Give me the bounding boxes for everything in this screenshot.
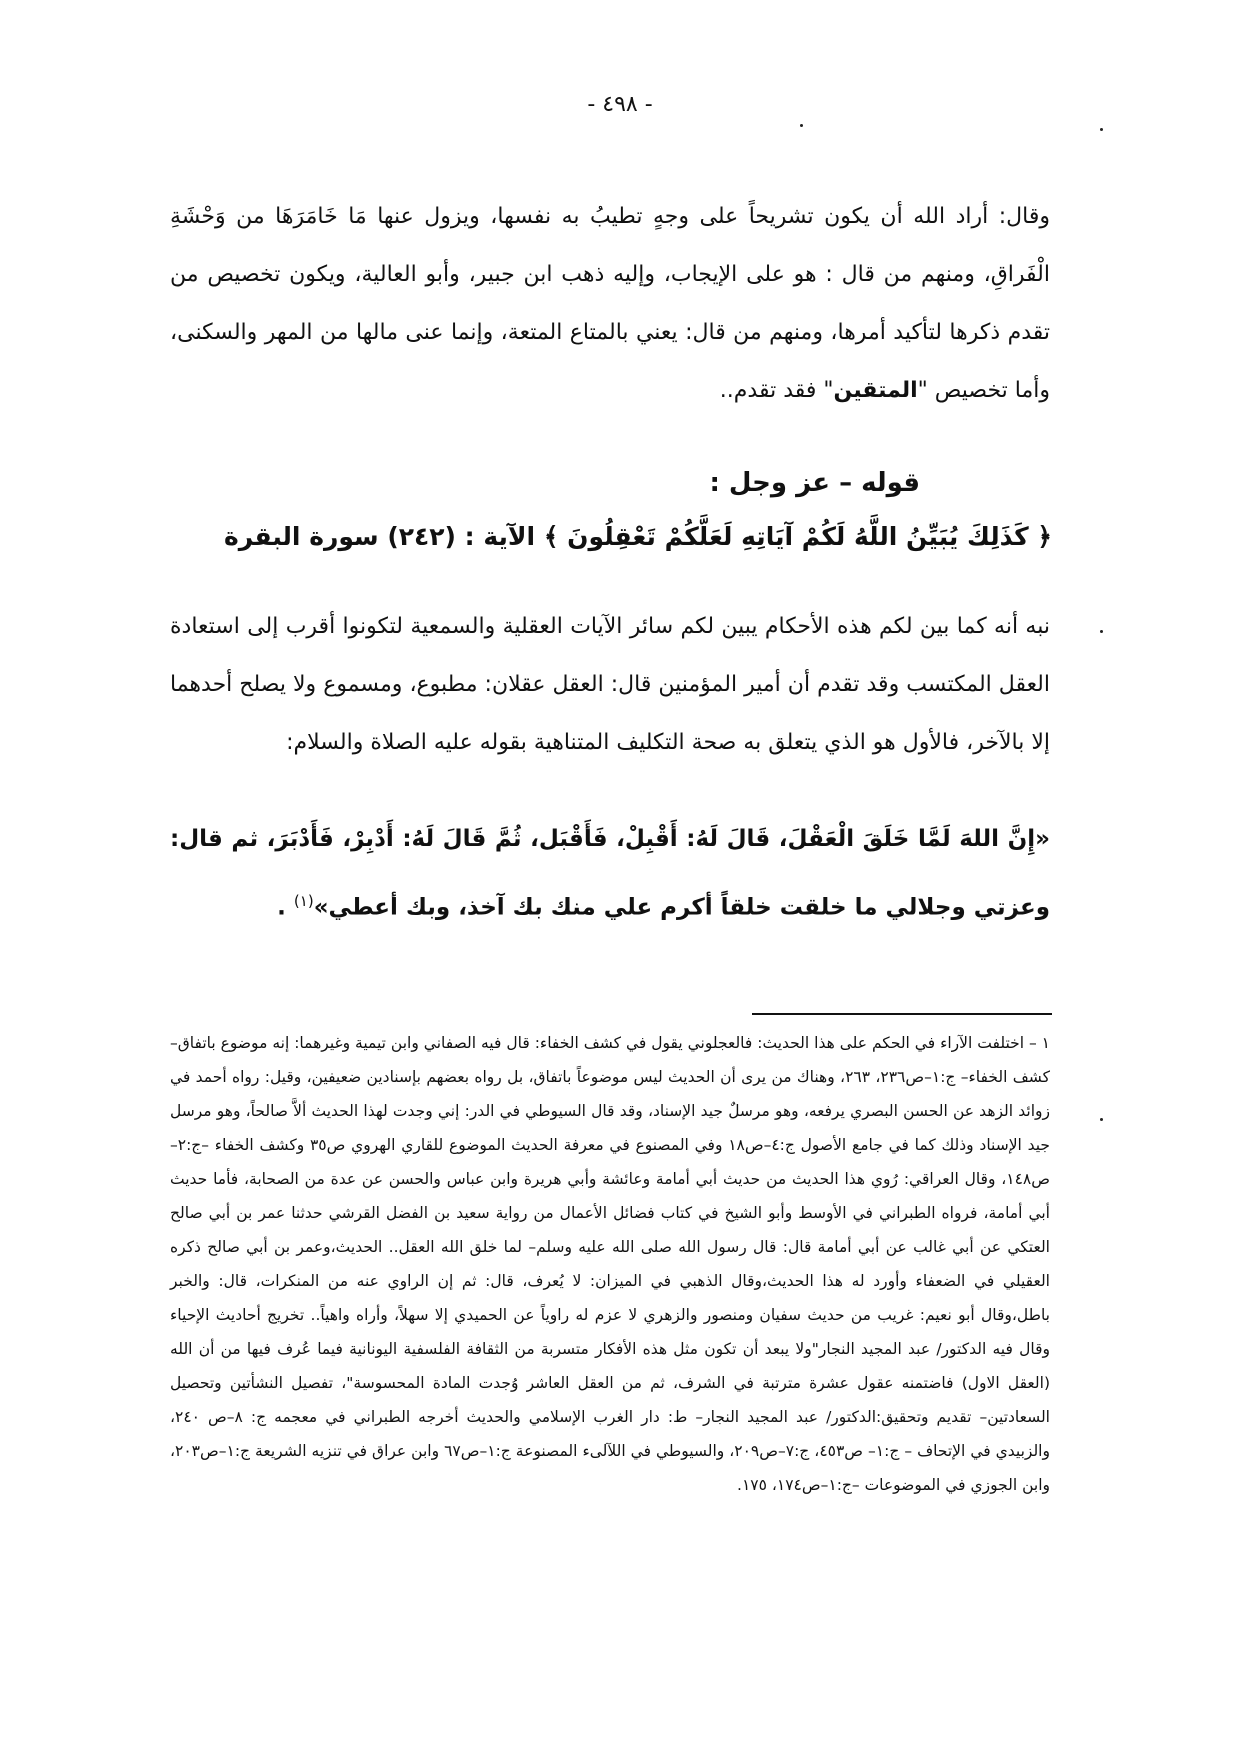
scan-speck xyxy=(800,124,803,127)
paragraph-outro: " فقد تقدم.. xyxy=(719,378,834,403)
commentary-paragraph xyxy=(170,188,1050,420)
footnote-divider xyxy=(752,1013,1052,1015)
emphasized-word: المتقين xyxy=(833,378,918,403)
scan-speck xyxy=(1100,128,1103,131)
paragraph-intro: وقال: أراد الله أن يكون تشريحاً على وجهٍ تطيبُ به نفسها، ويزول عنها مَا خَامَرَهَا من وَحْشَةِ الْفَراقِ، ومنهم من قال : هو على الإيجاب، وإليه ذهب ابن جبير، وأبو العالية، ويكون تخصيص من تقدم ذكرها لتأكيد أمرها، ومنهم من قال: يعني بالمتاع المتعة، وإنما عنى مالها من المهر والسكنى، وأما تخصيص " xyxy=(170,204,1050,403)
footnote-reference: (١) xyxy=(293,892,314,910)
footnote-text: ١ – اختلفت الآراء في الحكم على هذا الحديث: فالعجلوني يقول في كشف الخفاء: قال فيه الصفاني وابن تيمية وغيرهما: إنه موضوع باتفاق– كشف الخفاء– ج:١–ص٢٣٦، ٢٦٣، وهناك من يرى أن الحديث ليس موضوعاً باتفاق، بل رواه بعضهم بإسنادين ضعيفين، وقيل: رواه أحمد في زوائد الزهد عن الحسن البصري يرفعه، وهو مرسلٌ جيد الإسناد، وقد قال السيوطي في الدر: إني وجدت لهذا الحديث ألاَّ صالحاً، وهو مرسل جيد الإسناد وذلك كما في جامع الأصول ج:٤–ص١٨ وفي المصنوع في معرفة الحديث الموضوع للقاري الهروي ص٣٥ وكشف الخفاء –ج:٢–ص١٤٨، وقال العراقي: رُوي هذا الحديث من حديث أبي أمامة وعائشة وأبي هريرة وابن عباس والحسن عن عدة من الصحابة، فأما حديث أبي أمامة، فرواه الطبراني في الأوسط وأبو الشيخ في كتاب فضائل الأعمال من رواية سعيد بن الفضل القرشي حدثنا عمر بن أبي صالح العتكي عن أبي غالب عن أبي أمامة قال: قال رسول الله صلى الله عليه وسلم– لما خلق الله العقل.. الحديث،وعمر بن أبي صالح ذكره العقيلي في الضعفاء وأورد له هذا الحديث،وقال الذهبي في الميزان: لا يُعرف، قال: ثم إن الراوي عنه من المنكرات، قال: والخبر باطل،وقال أبو نعيم: غريب من حديث سفيان ومنصور والزهري لا عزم له راوياً عن الحميدي إلا سهلاً، وأراه واهياً.. تخريج أحاديث الإحياء وقال فيه الدكتور/ عبد المجيد النجار"ولا يبعد أن تكون مثل هذه الأفكار متسربة من الثقافة الفلسفية اليونانية فيما عُرف فيها من أن الله (العقل الاول) فاضتمنه عقول عشرة مترتبة في الشرف، ثم من العقل العاشر وُجدت المادة المحسوسة"، تفصيل النشأتين وتحصيل السعادتين– تقديم وتحقيق:الدكتور/ عبد المجيد النجار– ط: دار الغرب الإسلامي والحديث أخرجه الطبراني في معجمه ج: ٨–ص ٢٤٠، والزبيدي في الإتحاف – ج:١– ص٤٥٣، ج:٧–ص٢٠٩، والسيوطي في اللآلىء المصنوعة ج:١–ص٦٧ وابن عراق في تنزيه الشريعة ج:١–ص٢٠٣، وابن الجوزي في الموضوعات –ج:١–ص١٧٤، ١٧٥. xyxy=(170,1034,1051,1494)
verse-reference: الآية : (٢٤٢) سورة البقرة xyxy=(224,522,536,551)
explanation-paragraph: نبه أنه كما بين لكم هذه الأحكام يبين لكم سائر الآيات العقلية والسمعية لتكونوا أقرب إلى استعادة العقل المكتسب وقد تقدم أن أمير المؤمنين قال: العقل عقلان: مطبوع، ومسموع ولا يصلح أحدهما إلا بالآخر، فالأول هو الذي يتعلق به صحة التكليف المتناهية بقوله عليه الصلاة والسلام: xyxy=(170,614,1050,755)
hadith-quote xyxy=(170,808,1050,939)
section-heading: قوله – عز وجل : xyxy=(709,468,920,498)
scan-speck xyxy=(1100,630,1103,633)
scan-speck xyxy=(1100,1118,1103,1121)
quran-verse xyxy=(172,522,1052,551)
page-number: - ٤٩٨ - xyxy=(587,92,653,117)
hadith-end: . xyxy=(277,894,294,921)
verse-text: ﴿ كَذَلِكَ يُبَيِّنُ اللَّهُ لَكُمْ آيَاتِهِ لَعَلَّكُمْ تَعْقِلُونَ ﴾ xyxy=(543,522,1052,551)
hadith-text: «إِنَّ اللهَ لَمَّا خَلَقَ الْعَقْلَ، قَالَ لَهُ: أَقْبِلْ، فَأَقْبَل، ثُمَّ قَالَ لَهُ: أَدْبِرْ، فَأَدْبَرَ، ثم قال: وعزتي وجلالي ما خلقت خلقاً أكرم علي منك بك آخذ، وبك أعطي» xyxy=(170,826,1050,921)
